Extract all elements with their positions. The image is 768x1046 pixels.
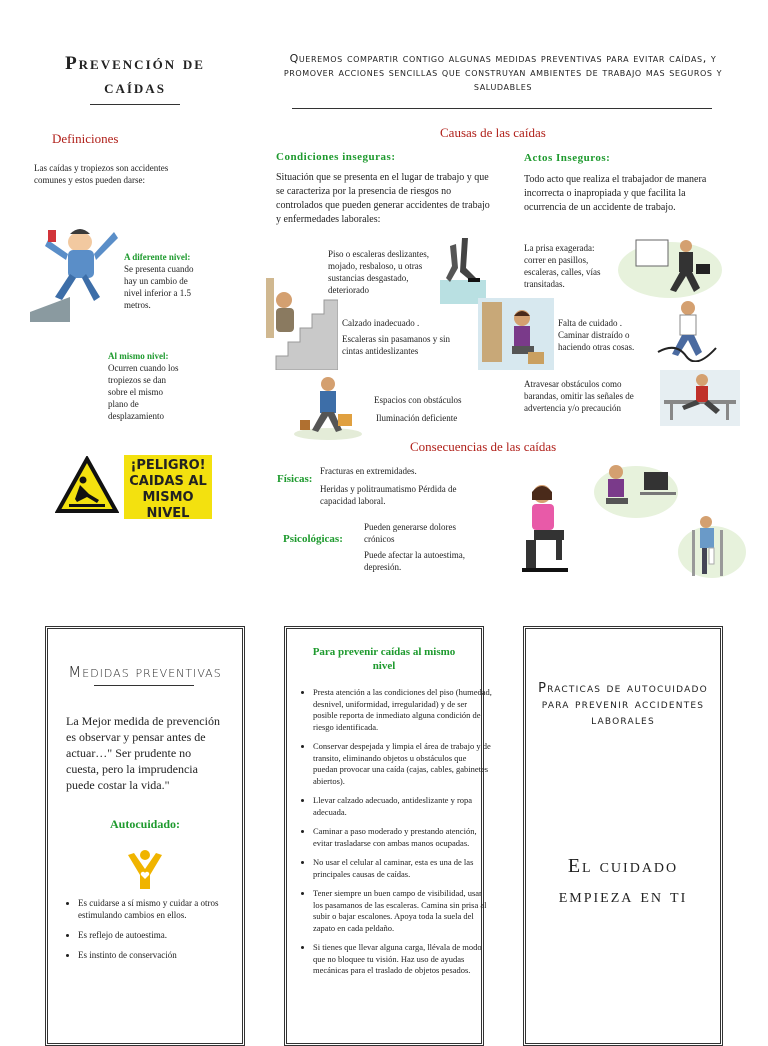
list-item: • Es instinto de conservación: [78, 949, 238, 961]
medidas-quote: La Mejor medida de prevención es observar y pensar antes de actuar…" Ser prudente no cuesta, pero la imprudencia puede costar la vida.": [66, 714, 220, 792]
list-item: • Conservar despejada y limpia el área de trabajo y de transito, eliminando objetos u obstáculos que puedan provocar una caída (cajas, cables, gabinetes abiertos).: [313, 741, 493, 787]
list-item: • Si tienes que llevar alguna carga, llévala de modo que no bloquee tu visión. Haz uso de ayudas mecánicas para el traslado de objetos pesados.: [313, 942, 493, 977]
definiciones-intro: Las caídas y tropiezos son accidentes comunes y estos pueden darse:: [34, 163, 169, 185]
list-item: • No usar el celular al caminar, esta es una de las principales causas de caídas.: [313, 857, 493, 880]
fisicas-title: Físicas:: [277, 473, 313, 485]
stairs-fall-illustration: [266, 278, 338, 370]
crutches-worker-illustration: [676, 512, 748, 580]
acto-falta-cuidado: Falta de cuidado . Caminar distraído o haciendo otras cosas.: [558, 318, 635, 352]
condicion-iluminacion: Iluminación deficiente: [376, 413, 458, 423]
portada-slogan: El cuidado empieza en ti: [558, 855, 688, 907]
slipping-feet-illustration: [440, 238, 486, 304]
definiciones-heading: Definiciones: [52, 131, 119, 146]
list-item: • Es reflejo de autoestima.: [78, 929, 238, 941]
list-item: • Presta atención a las condiciones del piso (humedad, desnivel, uniformidad, irregularidad) y de ser posible reporta de inmediato alguna condición de riesgo identificada.: [313, 687, 493, 733]
office-worker-illustration: [592, 458, 680, 518]
panel-portada: [523, 626, 723, 1046]
condicion-escaleras: Escaleras sin pasamanos y sin cintas antideslizantes: [342, 334, 450, 356]
prevenir-title: Para prevenir caídas al mismo nivel: [312, 646, 456, 672]
list-item: • Caminar a paso moderado y prestando atención, evitar trasladarse con ambas manos ocupadas.: [313, 826, 493, 849]
actos-title: Actos Inseguros:: [524, 152, 611, 164]
actos-text: Todo acto que realiza el trabajador de manera incorrecta o inapropiada y que facilita la ocurrencia de un accidente de trabajo.: [524, 174, 707, 213]
title-divider: [90, 104, 180, 105]
falling-worker-illustration: [30, 212, 125, 322]
psicologicas-title: Psicológicas:: [283, 533, 343, 545]
intro-divider: [292, 108, 712, 109]
prevenir-list: [295, 687, 493, 985]
list-item: • Es cuidarse a sí mismo y cuidar a otros estimulando cambios en ellos.: [78, 897, 238, 921]
medidas-title: Medidas preventivas: [68, 663, 222, 681]
condiciones-title: Condiciones inseguras:: [276, 151, 396, 163]
mismo-nivel-text: Ocurren cuando los tropiezos se dan sobre el mismo plano de desplazamiento: [108, 363, 179, 421]
warning-triangle-icon: [55, 456, 119, 516]
consecuencias-heading: Consecuencias de las caídas: [410, 439, 557, 454]
list-item: • Llevar calzado adecuado, antideslizante y ropa adecuada.: [313, 795, 493, 818]
diferente-nivel-text: Se presenta cuando hay un cambio de nivel inferior a 1.5 metros.: [124, 264, 194, 310]
psicologicas-1: Pueden generarse dolores crónicos: [364, 522, 456, 544]
medidas-divider: [94, 685, 194, 686]
acto-obstaculos: Atravesar obstáculos como barandas, omitir las señales de advertencia y/o precaución: [524, 379, 634, 413]
panel-prevenir: [284, 626, 492, 1046]
tripping-worker-illustration: [656, 298, 720, 362]
autocuidado-title: Autocuidado:: [109, 817, 180, 831]
page-title: Prevención de caídas: [65, 53, 205, 98]
autocuidado-list: [60, 897, 238, 969]
fisicas-1: Fracturas en extremidades.: [320, 466, 417, 476]
acto-prisa: La prisa exagerada: correr en pasillos, escaleras, calles, vías transitadas.: [524, 243, 601, 289]
condicion-calzado: Calzado inadecuado .: [342, 318, 420, 328]
panel-medidas: [45, 626, 245, 1046]
condiciones-text: Situación que se presenta en el lugar de trabajo y que se caracteriza por la presencia de riesgos no controlados que pueden generar accidentes de trabajo y enfermedades laborales:: [276, 172, 490, 225]
person-heart-icon: [126, 849, 164, 889]
condicion-espacios: Espacios con obstáculos: [374, 395, 462, 405]
injured-woman-illustration: [512, 480, 582, 576]
causas-heading: Causas de las caídas: [440, 125, 546, 140]
mismo-nivel-title: Al mismo nivel:: [108, 351, 169, 361]
diferente-nivel-title: A diferente nivel:: [124, 252, 191, 262]
condicion-piso: Piso o escaleras deslizantes, mojado, resbaloso, u otras sustancias desgastado, deteriorado: [328, 249, 429, 295]
distracted-worker-illustration: [478, 298, 554, 370]
running-worker-illustration: [616, 234, 724, 298]
portada-title: Practicas de autocuidado para prevenir accidentes laborales: [538, 681, 708, 728]
list-item: • Tener siempre un buen campo de visibilidad, usar los pasamanos de las escaleras. Camina sin prisa al subir o bajar escalones. Apoya toda la suela del zapato en cada peldaño.: [313, 888, 493, 934]
intro-text: Queremos compartir contigo algunas medidas preventivas para evitar caídas, y promover acciones sencillas que construyan ambientes de trabajo mas seguros y saludables: [283, 52, 723, 93]
railing-jump-illustration: [660, 370, 740, 426]
fisicas-2: Heridas y politraumatismo Pérdida de capacidad laboral.: [320, 484, 457, 506]
obstacle-fall-illustration: [292, 374, 364, 440]
danger-sign: ¡PELIGRO! CAIDAS AL MISMO NIVEL: [124, 455, 212, 519]
psicologicas-2: Puede afectar la autoestima, depresión.: [364, 550, 465, 572]
